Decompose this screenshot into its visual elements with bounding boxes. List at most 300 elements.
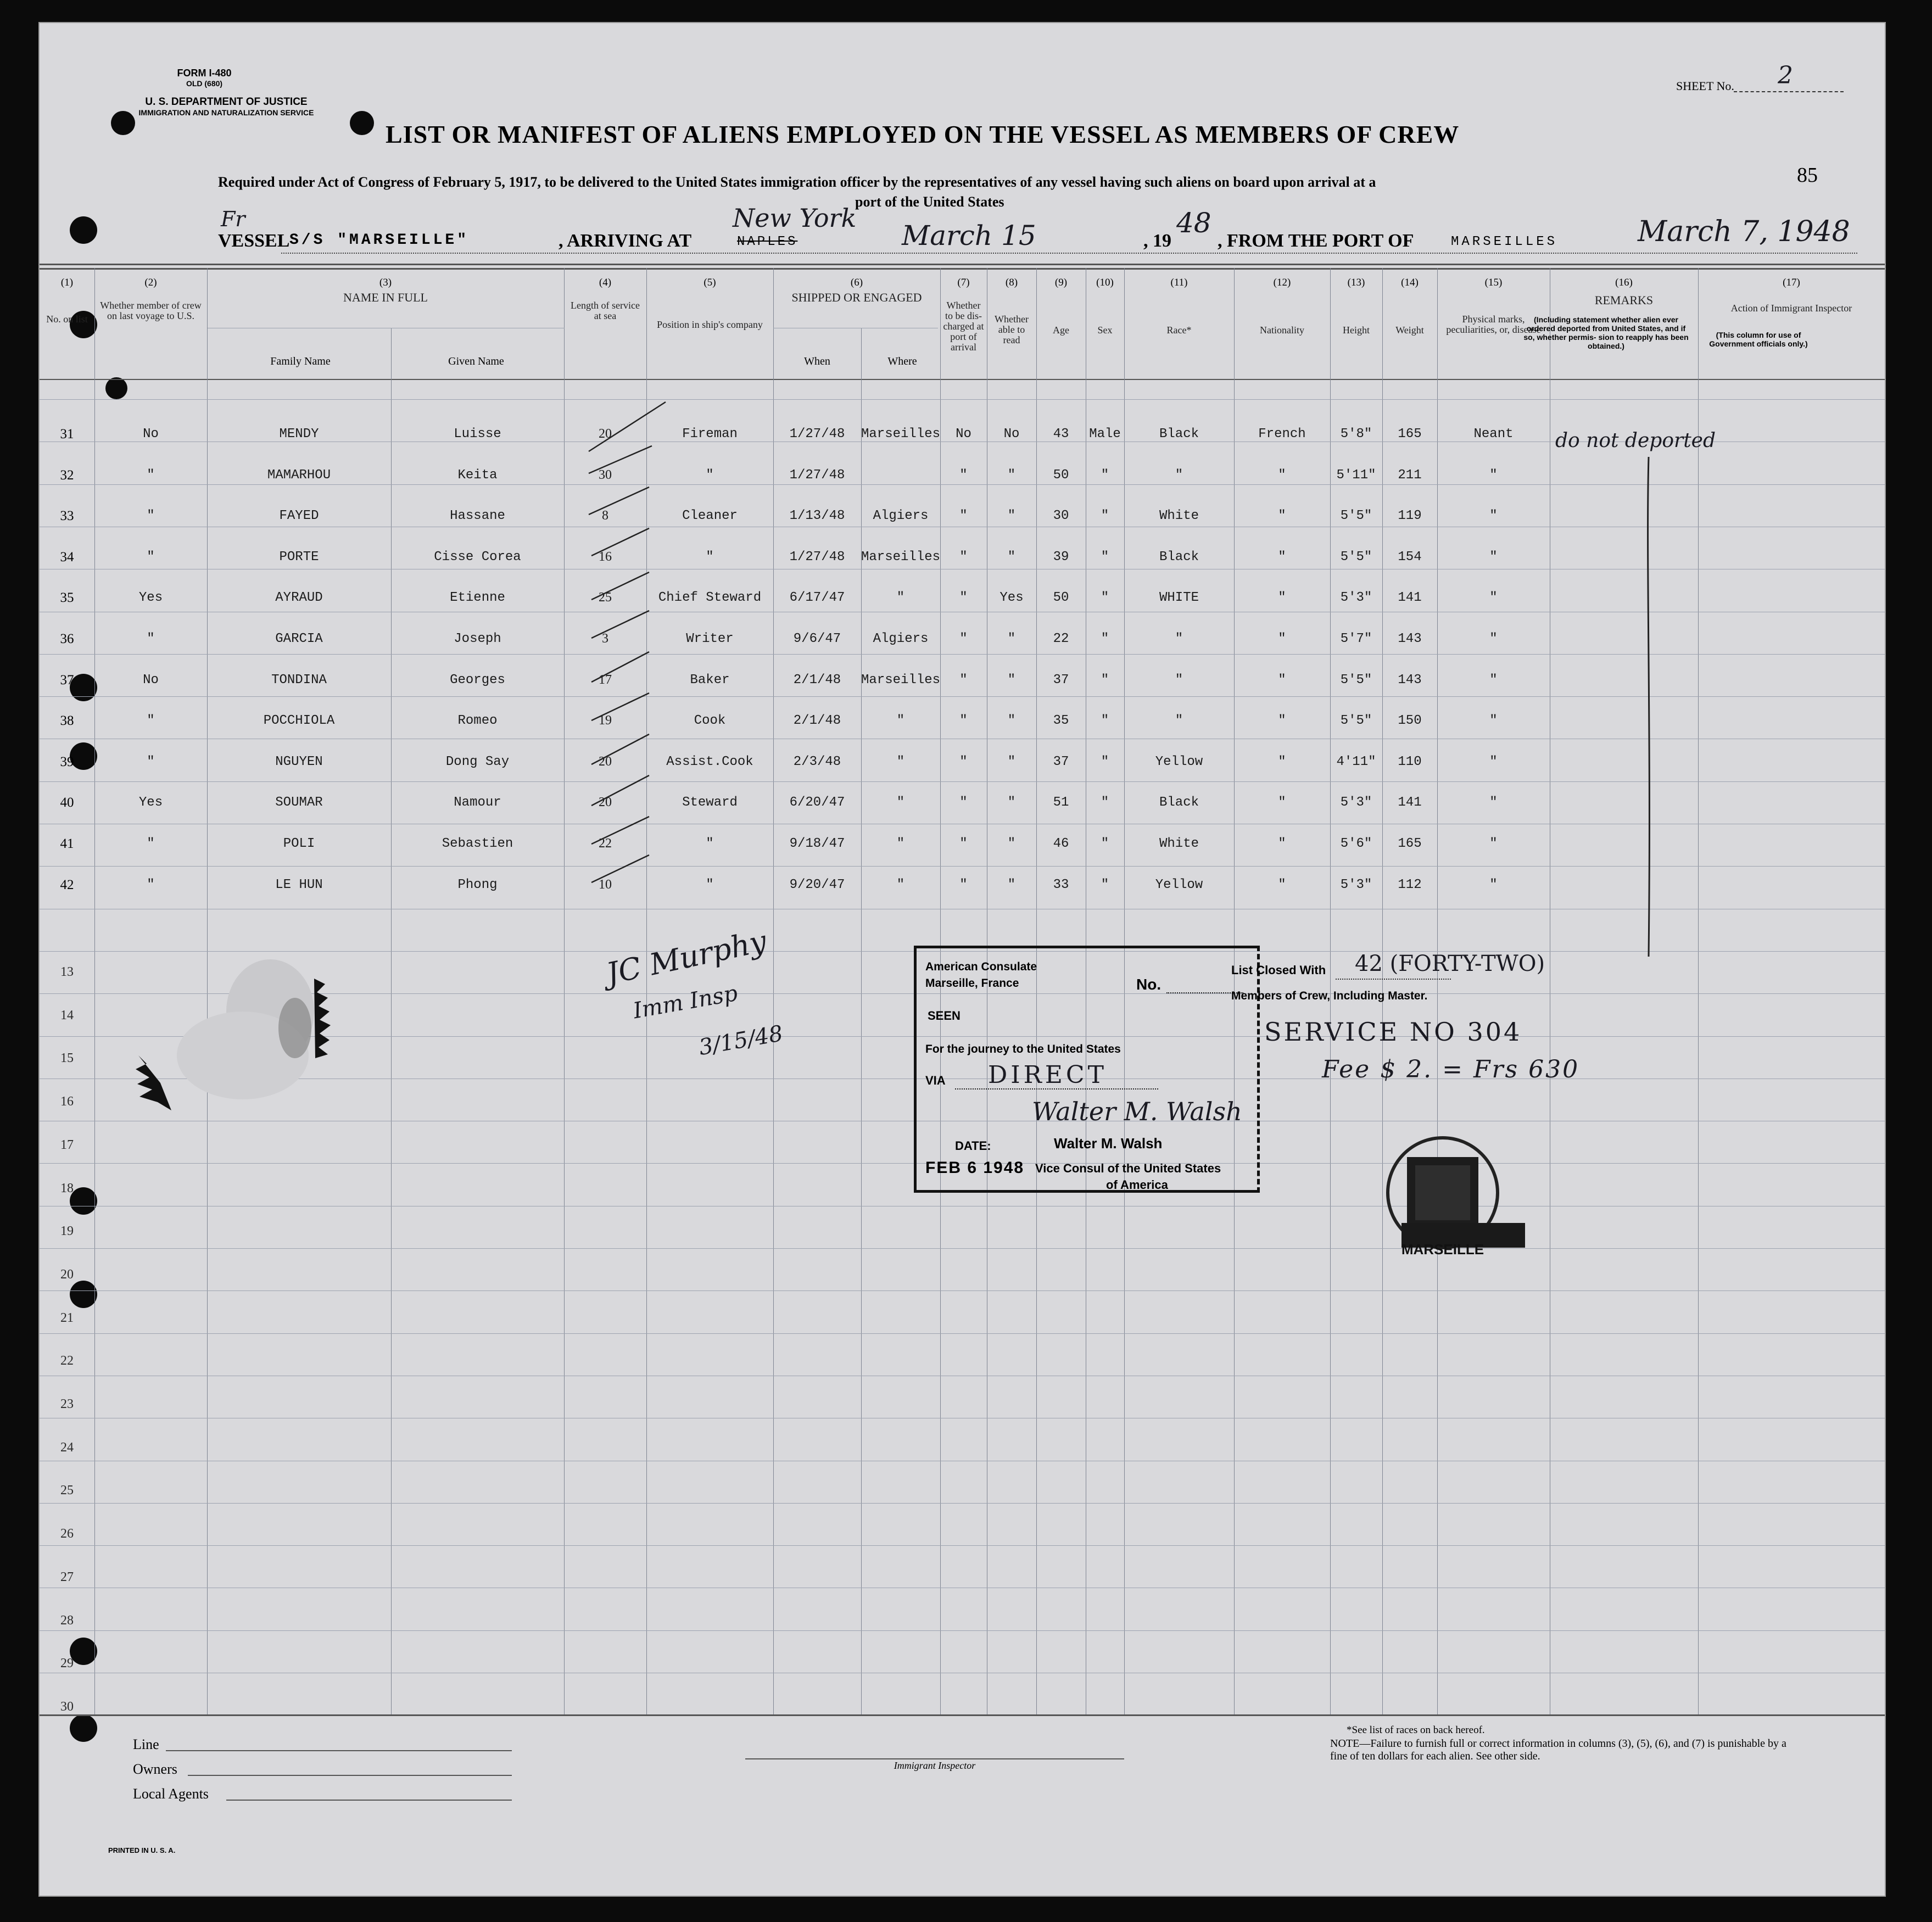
cell-sex: " [1101, 878, 1109, 892]
cell-nat: " [1278, 632, 1286, 646]
checkmark [591, 528, 649, 556]
remarks-ditto-line [1638, 451, 1660, 962]
cell-position: Steward [682, 795, 738, 810]
cell-nat: " [1278, 795, 1286, 810]
cell-nat: " [1278, 550, 1286, 565]
cell-position: Baker [690, 673, 730, 688]
column-rule [1437, 268, 1438, 1714]
form-old: OLD (680) [186, 79, 223, 88]
column-label: Nationality [1260, 325, 1304, 336]
consulate-stamp [914, 946, 1260, 1193]
cell-when: 6/20/47 [789, 795, 845, 810]
column-label: Race* [1166, 325, 1192, 336]
cell-race: White [1159, 836, 1199, 851]
cell-service: 20 [599, 427, 612, 441]
cell-race: Black [1159, 427, 1199, 442]
table-bottom-rule [40, 1714, 1885, 1716]
column-label: Weight [1395, 325, 1424, 336]
cell-marks: " [1489, 755, 1498, 769]
cell-read: " [1007, 755, 1016, 769]
cell-sex: " [1101, 673, 1109, 688]
cell-disch: " [959, 795, 968, 810]
cell-prev: " [147, 713, 155, 728]
column-label: Height [1343, 325, 1370, 336]
cell-position: Writer [686, 632, 734, 646]
cell-age: 46 [1053, 836, 1069, 851]
column-number: (6) [850, 277, 863, 288]
cell-nat: " [1278, 673, 1286, 688]
row-number: 23 [60, 1397, 74, 1411]
row-rule [40, 1630, 1885, 1631]
cell-service: 17 [599, 673, 612, 687]
row-rule [40, 1333, 1885, 1334]
remarks-hand: do not deported [1555, 429, 1716, 452]
column-number: (14) [1401, 277, 1419, 288]
cell-n: 33 [60, 509, 74, 523]
row-number: 27 [60, 1570, 74, 1584]
cell-n: 39 [60, 755, 74, 769]
cell-service: 3 [602, 632, 608, 646]
cell-height: 5'5" [1340, 509, 1372, 523]
cell-given: Romeo [457, 713, 498, 728]
header-bottom-rule [40, 379, 1885, 380]
cell-where: Algiers [873, 632, 929, 646]
cell-where: " [896, 590, 905, 605]
cell-prev: No [143, 427, 159, 442]
agents-underline [226, 1800, 512, 1801]
cell-sex: Male [1089, 427, 1121, 442]
cell-disch: " [959, 632, 968, 646]
column-rule [94, 268, 95, 1714]
arriving-typed: NAPLES [737, 234, 798, 249]
cell-prev: " [147, 836, 155, 851]
cell-age: 39 [1053, 550, 1069, 565]
row-rule [40, 399, 1885, 400]
page-number: 85 [1797, 164, 1818, 187]
family-name-header: Family Name [270, 355, 331, 367]
form-number: FORM I-480 [177, 68, 232, 79]
service-name: IMMIGRATION AND NATURALIZATION SERVICE [138, 108, 314, 117]
agents-label: Local Agents [133, 1786, 209, 1802]
column-label: Action of Immigrant Inspector [1730, 303, 1852, 314]
date-label: DATE: [955, 1139, 991, 1153]
row-rule [40, 1290, 1885, 1291]
journey-label: For the journey to the United States [925, 1043, 1121, 1055]
cell-read: Yes [999, 590, 1024, 605]
cell-nat: " [1278, 836, 1286, 851]
cell-when: 9/6/47 [793, 632, 841, 646]
column-number: (17) [1783, 277, 1800, 288]
cell-age: 37 [1053, 755, 1069, 769]
cell-race: Yellow [1155, 878, 1203, 892]
cell-service: 20 [599, 755, 612, 769]
cell-prev: Yes [138, 795, 163, 810]
cell-prev: " [147, 755, 155, 769]
cell-sex: " [1101, 509, 1109, 523]
cell-sex: " [1101, 468, 1109, 483]
cell-age: 35 [1053, 713, 1069, 728]
cell-position: Cleaner [682, 509, 738, 523]
binder-hole [350, 111, 374, 135]
cell-sex: " [1101, 836, 1109, 851]
cell-marks: " [1489, 836, 1498, 851]
cell-race: Yellow [1155, 755, 1203, 769]
given-name-header: Given Name [448, 355, 504, 367]
cell-where: " [896, 836, 905, 851]
cell-when: 2/3/48 [793, 755, 841, 769]
cell-marks: " [1489, 795, 1498, 810]
inspector-date-hand: 3/15/48 [697, 1020, 785, 1061]
column-number: (16) [1615, 277, 1633, 288]
cell-nat: " [1278, 590, 1286, 605]
column-number: (11) [1170, 277, 1188, 288]
cell-when: 9/20/47 [789, 878, 845, 892]
column-label: Whether member of crew on last voyage to U.S. [100, 300, 202, 321]
checkmark [591, 652, 649, 682]
cell-prev: Yes [138, 590, 163, 605]
cell-service: 20 [599, 795, 612, 809]
cell-position: " [706, 836, 714, 851]
sheet-underline [1734, 91, 1844, 92]
via-value: DIRECT [988, 1061, 1107, 1089]
cell-age: 50 [1053, 468, 1069, 483]
cell-weight: 143 [1398, 632, 1422, 646]
cell-given: Joseph [454, 632, 501, 646]
races-note: *See list of races on back hereof. [1347, 1724, 1485, 1736]
cell-given: Sebastien [442, 836, 513, 851]
cell-prev: No [143, 673, 159, 688]
remarks-note: (Including statement whether alien ever ordered deported from United States, and if so, whether permis- sion to reapply has been obtained.) [1523, 315, 1689, 350]
cell-disch: " [959, 878, 968, 892]
cell-service: 19 [599, 713, 612, 728]
from-port: MARSEILLES [1451, 234, 1558, 249]
form-header-block [138, 68, 270, 89]
checkmark [591, 855, 649, 882]
row-number: 18 [60, 1181, 74, 1195]
cell-given: Georges [450, 673, 505, 688]
cell-height: 5'8" [1340, 427, 1372, 442]
cell-given: Phong [457, 878, 498, 892]
cell-position: Fireman [682, 427, 738, 442]
cell-marks: " [1489, 509, 1498, 523]
cell-height: 5'11" [1336, 468, 1376, 483]
cell-disch: " [959, 509, 968, 523]
cell-sex: " [1101, 590, 1109, 605]
column-number: (15) [1484, 277, 1503, 288]
row-number: 29 [60, 1656, 74, 1670]
cell-height: 5'7" [1340, 632, 1372, 646]
cell-n: 42 [60, 878, 74, 892]
list-closed-underline [1336, 979, 1451, 980]
cell-prev: " [147, 550, 155, 565]
cell-age: 51 [1053, 795, 1069, 810]
table-top-rule [40, 264, 1885, 265]
row-number: 13 [60, 965, 74, 979]
cell-where: Marseilles [861, 427, 941, 442]
cell-race: Black [1159, 550, 1199, 565]
cell-read: " [1007, 836, 1016, 851]
consul-signature: Walter M. Walsh [1032, 1097, 1242, 1126]
seen-label: SEEN [928, 1009, 961, 1023]
cell-sex: " [1101, 632, 1109, 646]
cell-given: Etienne [450, 590, 505, 605]
cell-where: " [896, 878, 905, 892]
where-header: Where [887, 355, 917, 367]
cell-nat: " [1278, 468, 1286, 483]
cell-read: " [1007, 673, 1016, 688]
cell-disch: " [959, 673, 968, 688]
cell-read: " [1007, 713, 1016, 728]
cell-age: 43 [1053, 427, 1069, 442]
consulate-line-1: American Consulate [925, 960, 1037, 973]
manifest-sheet [38, 22, 1886, 1897]
cell-disch: " [959, 550, 968, 565]
line-underline [166, 1750, 512, 1751]
column-label: REMARKS [1594, 293, 1654, 307]
column-label: SHIPPED OR ENGAGED [791, 290, 922, 304]
row-number: 30 [60, 1700, 74, 1714]
signer-name: Walter M. Walsh [1054, 1135, 1163, 1152]
cell-prev: " [147, 878, 155, 892]
column-label: Sex [1097, 325, 1113, 336]
sheet-number: 2 [1778, 62, 1793, 90]
column-label: Physical marks, peculiarities, or, disease [1446, 314, 1541, 335]
cell-service: 30 [599, 468, 612, 482]
fiscal-stamp [1355, 1127, 1531, 1256]
list-closed-value: 42 (FORTY-TWO) [1355, 951, 1545, 976]
row-number: 17 [60, 1138, 74, 1152]
cell-where: Marseilles [861, 550, 941, 565]
cell-weight: 119 [1398, 509, 1422, 523]
cell-prev: " [147, 632, 155, 646]
from-label: , FROM THE PORT OF [1218, 231, 1414, 251]
cell-given: Keita [457, 468, 498, 483]
cell-where: " [896, 795, 905, 810]
binder-hole [70, 216, 97, 244]
cell-when: 1/27/48 [789, 427, 845, 442]
column-label: NAME IN FULL [343, 290, 428, 304]
cell-height: 5'5" [1340, 673, 1372, 688]
cell-position: " [706, 550, 714, 565]
row-rule [40, 1248, 1885, 1249]
cell-family: MENDY [279, 427, 319, 442]
cell-n: 41 [60, 836, 74, 851]
cell-n: 37 [60, 673, 74, 688]
cell-given: Cisse Corea [434, 550, 521, 565]
year-prefix: , 19 [1143, 231, 1171, 251]
list-closed-suffix: Members of Crew, Including Master. [1231, 990, 1428, 1002]
cell-service: 16 [599, 550, 612, 564]
cell-when: 1/27/48 [789, 550, 845, 565]
binder-hole [105, 377, 127, 399]
cell-service: 10 [599, 878, 612, 892]
cell-family: POLI [283, 836, 315, 851]
column-number: (2) [144, 277, 157, 288]
row-number: 19 [60, 1224, 74, 1238]
cell-marks: Neant [1473, 427, 1514, 442]
from-date-hand: March 7, 1948 [1638, 215, 1850, 248]
row-rule [40, 1503, 1885, 1504]
inspector-title-hand: Imm Insp [631, 980, 740, 1024]
row-number: 20 [60, 1267, 74, 1282]
line-label: Line [133, 1736, 159, 1752]
stamp-date: FEB 6 1948 [925, 1159, 1025, 1177]
sheet-label: SHEET No. [1676, 79, 1734, 93]
cell-n: 35 [60, 590, 74, 605]
column-number: (8) [1005, 277, 1018, 288]
column-rule [1698, 268, 1699, 1714]
cell-weight: 165 [1398, 427, 1422, 442]
cell-read: " [1007, 509, 1016, 523]
checkmark [591, 734, 649, 764]
cell-height: 5'3" [1340, 878, 1372, 892]
vessel-underline [281, 253, 1857, 254]
cell-family: PORTE [279, 550, 319, 565]
fiscal-stamp-label: MARSEILLE [1401, 1241, 1484, 1256]
cell-age: 33 [1053, 878, 1069, 892]
column-label: Position in ship's company [657, 319, 763, 330]
year-hand: 48 [1176, 207, 1211, 239]
cell-prev: " [147, 509, 155, 523]
inspector-signature: JC Murphy [603, 923, 770, 992]
checkmark [589, 446, 652, 473]
cell-marks: " [1489, 713, 1498, 728]
cell-when: 1/13/48 [789, 509, 845, 523]
cell-family: NGUYEN [275, 755, 323, 769]
service-checkmarks [556, 385, 699, 946]
cell-nat: " [1278, 713, 1286, 728]
arriving-label: , ARRIVING AT [559, 231, 692, 251]
cell-n: 36 [60, 632, 74, 646]
column-label: No. on list [46, 314, 88, 325]
cell-marks: " [1489, 673, 1498, 688]
row-number: 26 [60, 1527, 74, 1541]
cell-weight: 154 [1398, 550, 1422, 565]
row-number: 16 [60, 1094, 74, 1109]
cell-family: POCCHIOLA [263, 713, 335, 728]
signer-title: Vice Consul of the United States [1035, 1161, 1221, 1175]
cell-given: Dong Say [445, 755, 510, 769]
row-rule [40, 1545, 1885, 1546]
column-number: (9) [1054, 277, 1068, 288]
cell-n: 31 [60, 427, 74, 442]
cell-disch: No [956, 427, 971, 442]
cell-marks: " [1489, 468, 1498, 483]
cell-race: WHITE [1159, 590, 1199, 605]
cell-height: 5'6" [1340, 836, 1372, 851]
cell-age: 30 [1053, 509, 1069, 523]
cell-service: 8 [602, 509, 608, 523]
subtitle-line-1: Required under Act of Congress of February 5, 1917, to be delivered to the United States immigration officer by the representatives of any vessel having such aliens on board upon arrival at a [218, 174, 1376, 190]
cell-read: " [1007, 468, 1016, 483]
binder-hole [70, 1281, 97, 1308]
cell-marks: " [1489, 632, 1498, 646]
cell-race: Black [1159, 795, 1199, 810]
cell-nat: " [1278, 878, 1286, 892]
signer-title-2: of America [1106, 1178, 1168, 1192]
cell-sex: " [1101, 755, 1109, 769]
list-closed-label: List Closed With [1231, 963, 1326, 977]
arrival-date-hand: March 15 [902, 220, 1036, 252]
cell-where: Algiers [873, 509, 929, 523]
cell-weight: 211 [1398, 468, 1422, 483]
row-number: 28 [60, 1613, 74, 1628]
row-number: 22 [60, 1354, 74, 1368]
cell-sex: " [1101, 795, 1109, 810]
cell-family: TONDINA [271, 673, 327, 688]
cell-height: 5'5" [1340, 713, 1372, 728]
column-number: (1) [60, 277, 74, 288]
column-number: (3) [379, 277, 392, 288]
cell-when: 2/1/48 [793, 673, 841, 688]
cell-where: " [896, 755, 905, 769]
cell-height: 5'3" [1340, 590, 1372, 605]
cell-given: Luisse [454, 427, 501, 442]
cell-position: Cook [694, 713, 726, 728]
cell-weight: 112 [1398, 878, 1422, 892]
cell-disch: " [959, 713, 968, 728]
column-number: (12) [1273, 277, 1291, 288]
row-rule [40, 866, 1885, 867]
cell-position: Chief Steward [658, 590, 762, 605]
cell-marks: " [1489, 878, 1498, 892]
column-label: Length of service at sea [571, 300, 640, 321]
cell-disch: " [959, 468, 968, 483]
inspector-signature-line [745, 1758, 1124, 1759]
column-number: (4) [599, 277, 612, 288]
cell-when: 2/1/48 [793, 713, 841, 728]
cell-read: " [1007, 795, 1016, 810]
service-number-note: SERVICE NO 304 [1264, 1017, 1522, 1047]
cell-age: 37 [1053, 673, 1069, 688]
cell-marks: " [1489, 550, 1498, 565]
cell-where: " [896, 713, 905, 728]
checkmark [591, 693, 649, 720]
cell-n: 32 [60, 468, 74, 483]
cell-n: 38 [60, 713, 74, 728]
cell-race: White [1159, 509, 1199, 523]
cell-weight: 150 [1398, 713, 1422, 728]
row-number: 21 [60, 1311, 74, 1325]
cell-service: 25 [599, 590, 612, 605]
cell-given: Hassane [450, 509, 505, 523]
checkmark [591, 775, 649, 806]
cell-marks: " [1489, 590, 1498, 605]
cell-when: 9/18/47 [789, 836, 845, 851]
column-rule [773, 268, 774, 1714]
cell-family: AYRAUD [275, 590, 323, 605]
cell-height: 5'5" [1340, 550, 1372, 565]
consulate-no-label: No. [1136, 976, 1162, 993]
cell-sex: " [1101, 550, 1109, 565]
cell-read: " [1007, 632, 1016, 646]
cell-race: " [1175, 673, 1183, 688]
column-number: (13) [1347, 277, 1365, 288]
column-rule [861, 328, 862, 1714]
cell-age: 22 [1053, 632, 1069, 646]
inspector-label: Immigrant Inspector [894, 1760, 976, 1771]
cell-read: " [1007, 550, 1016, 565]
department-name: U. S. DEPARTMENT OF JUSTICE [145, 96, 308, 108]
cell-age: 50 [1053, 590, 1069, 605]
checkmark [591, 611, 649, 638]
cell-race: " [1175, 632, 1183, 646]
column-number: (7) [957, 277, 970, 288]
checkmark [591, 817, 649, 844]
cell-height: 5'3" [1340, 795, 1372, 810]
cell-n: 40 [60, 795, 74, 810]
embossed-seal [105, 946, 369, 1132]
